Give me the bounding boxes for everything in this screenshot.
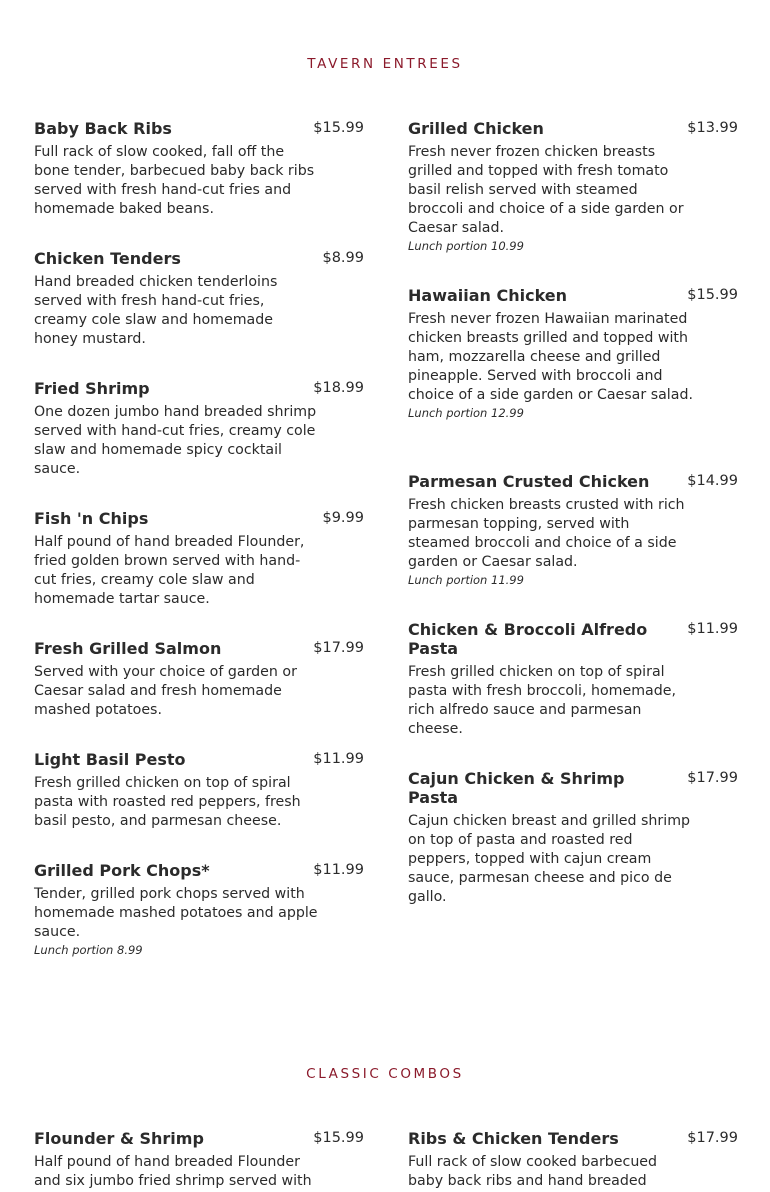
item-price: $8.99 bbox=[322, 250, 364, 266]
item-price: $14.99 bbox=[687, 473, 738, 489]
menu-item-fresh-grilled-salmon bbox=[34, 639, 364, 720]
item-price: $9.99 bbox=[322, 510, 364, 526]
item-name: Chicken & Broccoli Alfredo Pasta bbox=[408, 620, 648, 658]
item-description: Served with your choice of garden or Caesar salad and fresh homemade mashed potatoes. bbox=[34, 664, 297, 718]
item-price: $17.99 bbox=[313, 640, 364, 656]
menu-item-light-basil-pesto bbox=[34, 750, 364, 831]
menu-item-baby-back-ribs bbox=[34, 119, 364, 219]
item-price: $17.99 bbox=[687, 770, 738, 786]
item-price: $17.99 bbox=[687, 1130, 738, 1146]
item-description: Fresh grilled chicken on top of spiral pasta with fresh broccoli, homemade, rich alfredo sauce and parmesan cheese. bbox=[408, 664, 676, 737]
item-price: $11.99 bbox=[313, 862, 364, 878]
item-price: $15.99 bbox=[687, 287, 738, 303]
item-price: $11.99 bbox=[313, 751, 364, 767]
item-description: One dozen jumbo hand breaded shrimp served with hand-cut fries, creamy cole slaw and homemade spicy cocktail sauce. bbox=[34, 404, 317, 477]
item-description: Hand breaded chicken tenderloins served with fresh hand-cut fries, creamy cole slaw and homemade honey mustard. bbox=[34, 274, 278, 347]
item-name: Parmesan Crusted Chicken bbox=[408, 472, 650, 491]
item-price: $15.99 bbox=[313, 1130, 364, 1146]
item-price: $18.99 bbox=[313, 380, 364, 396]
item-name: Grilled Chicken bbox=[408, 119, 544, 138]
lunch-portion-note: Lunch portion 12.99 bbox=[408, 406, 524, 420]
item-name: Baby Back Ribs bbox=[34, 119, 172, 138]
menu-item-cajun-chicken-shrimp-pasta bbox=[408, 769, 738, 907]
item-name: Fried Shrimp bbox=[34, 379, 150, 398]
item-description: Half pound of hand breaded Flounder and six jumbo fried shrimp served with bbox=[34, 1154, 312, 1189]
menu-item-fish-n-chips bbox=[34, 509, 364, 609]
menu-item-flounder-shrimp bbox=[34, 1129, 364, 1191]
lunch-portion-note: Lunch portion 8.99 bbox=[34, 943, 143, 957]
item-description: Full rack of slow cooked, fall off the bone tender, barbecued baby back ribs served with fresh hand-cut fries and homemade baked beans. bbox=[34, 144, 315, 217]
menu-item-grilled-chicken bbox=[408, 119, 738, 255]
item-name: Flounder & Shrimp bbox=[34, 1129, 204, 1148]
item-name: Cajun Chicken & Shrimp Pasta bbox=[408, 769, 625, 807]
menu-item-grilled-pork-chops bbox=[34, 861, 364, 959]
item-description: Half pound of hand breaded Flounder, fried golden brown served with hand-cut fries, creamy cole slaw and homemade tartar sauce. bbox=[34, 534, 305, 607]
section-title-tavern-entrees: TAVERN ENTREES bbox=[307, 56, 463, 72]
item-description: Fresh grilled chicken on top of spiral pasta with roasted red peppers, fresh basil pesto, and parmesan cheese. bbox=[34, 775, 301, 829]
item-price: $15.99 bbox=[313, 120, 364, 136]
lunch-portion-note: Lunch portion 10.99 bbox=[408, 239, 524, 253]
item-name: Fish 'n Chips bbox=[34, 509, 149, 528]
item-name: Hawaiian Chicken bbox=[408, 286, 568, 305]
item-description: Fresh never frozen chicken breasts grilled and topped with fresh tomato basil relish served with steamed broccoli and choice of a side garden or Caesar salad. bbox=[408, 144, 684, 236]
item-description: Full rack of slow cooked barbecued baby back ribs and hand breaded bbox=[408, 1154, 658, 1189]
item-description: Tender, grilled pork chops served with homemade mashed potatoes and apple sauce. bbox=[34, 886, 318, 940]
menu-item-parmesan-crusted-chicken bbox=[408, 472, 738, 589]
menu-item-ribs-chicken-tenders bbox=[408, 1129, 738, 1191]
section-title-classic-combos: CLASSIC COMBOS bbox=[306, 1066, 464, 1082]
item-description: Cajun chicken breast and grilled shrimp on top of pasta and roasted red peppers, topped with cajun cream sauce, parmesan cheese and pico de gallo. bbox=[408, 813, 691, 905]
item-name: Ribs & Chicken Tenders bbox=[408, 1129, 619, 1148]
menu-item-fried-shrimp bbox=[34, 379, 364, 479]
menu-item-chicken-broccoli-alfredo bbox=[408, 620, 738, 739]
item-name: Light Basil Pesto bbox=[34, 750, 186, 769]
item-description: Fresh never frozen Hawaiian marinated chicken breasts grilled and topped with ham, mozzarella cheese and grilled pineapple. Served with broccoli and choice of a side garden or Caesar salad. bbox=[408, 311, 693, 403]
item-name: Grilled Pork Chops* bbox=[34, 861, 210, 880]
item-name: Chicken Tenders bbox=[34, 249, 181, 268]
item-name: Fresh Grilled Salmon bbox=[34, 639, 222, 658]
menu-item-hawaiian-chicken bbox=[408, 286, 738, 422]
item-description: Fresh chicken breasts crusted with rich parmesan topping, served with steamed broccoli and choice of a side garden or Caesar salad. bbox=[408, 497, 685, 570]
lunch-portion-note: Lunch portion 11.99 bbox=[408, 573, 524, 587]
item-price: $11.99 bbox=[687, 621, 738, 637]
menu-item-chicken-tenders bbox=[34, 249, 364, 349]
item-price: $13.99 bbox=[687, 120, 738, 136]
